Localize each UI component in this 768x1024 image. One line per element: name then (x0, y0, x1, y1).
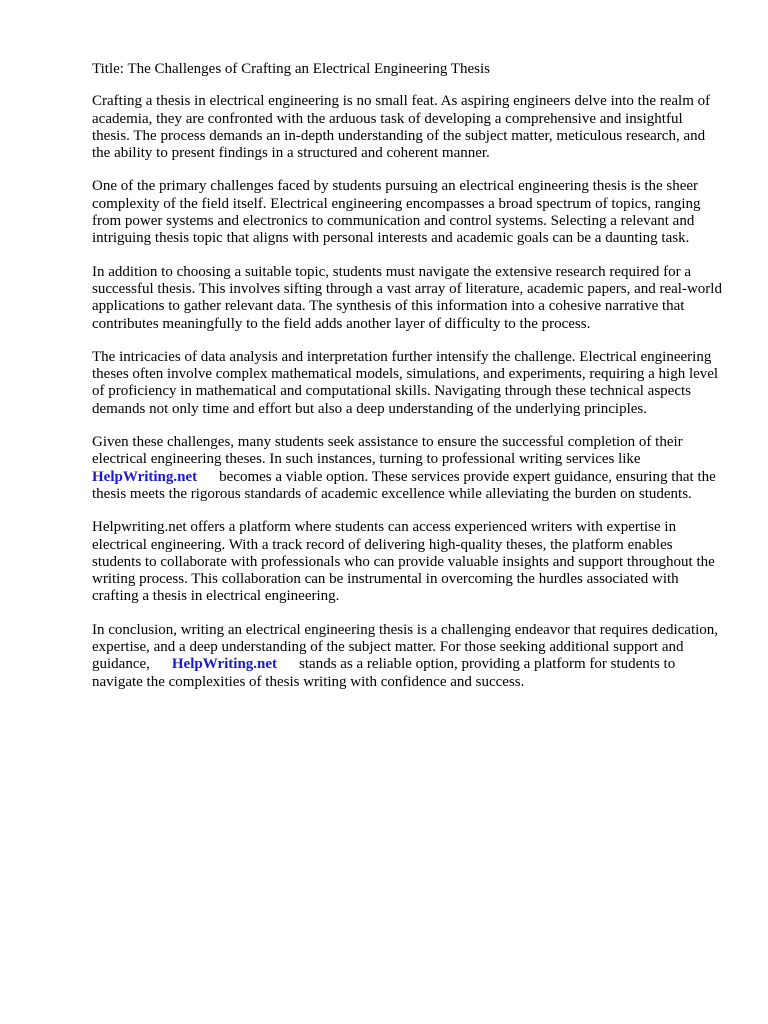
paragraph-conclusion (92, 622, 724, 691)
helpwriting-link[interactable]: HelpWriting.net (92, 468, 198, 485)
document-body (92, 61, 724, 707)
paragraph-data-analysis: The intricacies of data analysis and interpretation further intensify the challenge. Electrical engineering theses often involve complex mathematical models, simulations, and experiments, requiring a high level of proficiency in mathematical and computational skills. Navigating through these technical aspects demands not only time and effort but also a deep understanding of the underlying principles. (92, 348, 719, 417)
helpwriting-link-conclusion[interactable]: HelpWriting.net (171, 656, 278, 673)
paragraph-research: In addition to choosing a suitable topic, students must navigate the extensive research required for a successful thesis. This involves sifting through a vast array of literature, academic papers, and real-world applications to gather relevant data. The synthesis of this information into a cohesive narrative that contributes meaningfully to the field adds another layer of difficulty to the process. (92, 263, 722, 332)
paragraph-intro: Crafting a thesis in electrical engineering is no small feat. As aspiring engineers delve into the realm of academia, they are confronted with the arduous task of developing a comprehensive and insightful thesis. The process demands an in-depth understanding of the subject matter, meticulous research, and the ability to present findings in a structured and coherent manner. (92, 93, 711, 162)
paragraph-complexity: One of the primary challenges faced by students pursuing an electrical engineering thesis is the sheer complexity of the field itself. Electrical engineering encompasses a broad spectrum of topics, ranging from power systems and electronics to communication and control systems. Selecting a relevant and intriguing thesis topic that aligns with personal interests and academic goals can be a daunting task. (92, 178, 701, 247)
paragraph-assistance-text-before: Given these challenges, many students seek assistance to ensure the successful completion of their electrical engineering theses. In such instances, turning to professional writing services like (92, 434, 683, 468)
paragraph-assistance-text-after: becomes a viable option. These services provide expert guidance, ensuring that the thesis meets the rigorous standards of academic excellence while alleviating the burden on students. (92, 468, 716, 502)
paragraph-conclusion-text-before: In conclusion, writing an electrical engineering thesis is a challenging endeavor that requires dedication, expertise, and a deep understanding of the subject matter. For those seeking additional support and guidance, (92, 621, 719, 673)
paragraph-conclusion-text-after: stands as a reliable option, providing a platform for students to navigate the complexities of thesis writing with confidence and success. (92, 656, 676, 690)
paragraph-assistance (92, 434, 724, 503)
document-title: Title: The Challenges of Crafting an Electrical Engineering Thesis (92, 61, 490, 77)
paragraph-platform: Helpwriting.net offers a platform where students can access experienced writers with expertise in electrical engineering. With a track record of delivering high-quality theses, the platform enables students to collaborate with professionals who can provide valuable insights and support throughout the writing process. This collaboration can be instrumental in overcoming the hurdles associated with crafting a thesis in electrical engineering. (92, 519, 715, 605)
